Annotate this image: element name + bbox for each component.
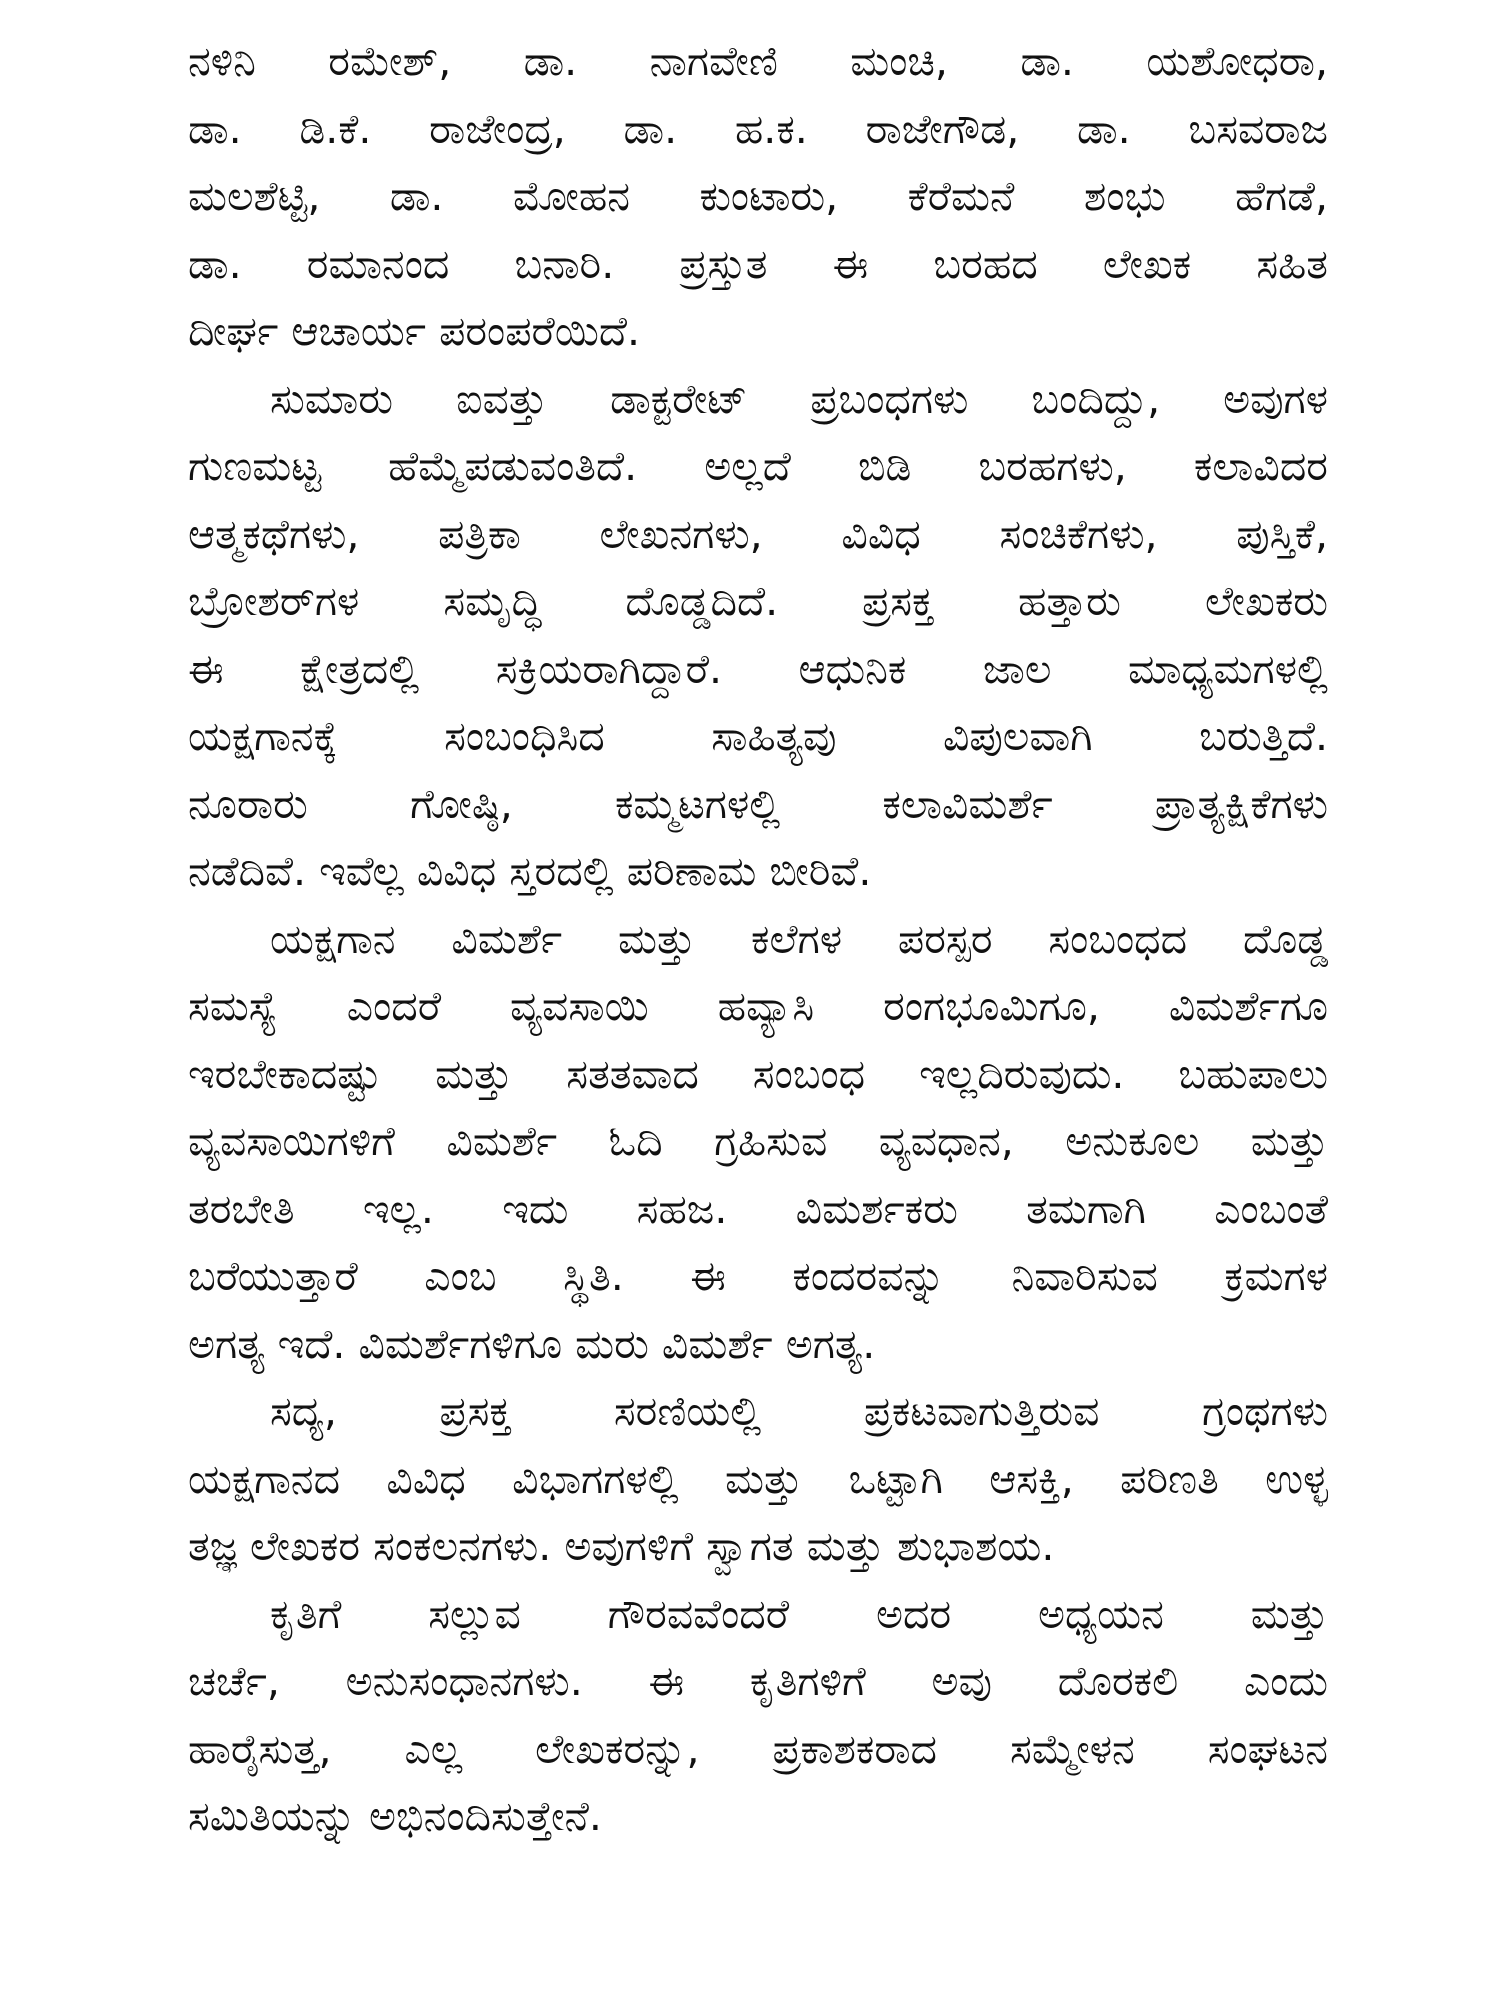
text-line: ಸಮಸ್ಯೆ ಎಂದರೆ ವ್ಯವಸಾಯಿ ಹವ್ಯಾಸಿ ರಂಗಭೂಮಿಗೂ, ವಿಮರ್ಶೆಗೂ [188, 982, 1328, 1030]
paragraph-start-line: ಸುಮಾರು ಐವತ್ತು ಡಾಕ್ಟರೇಟ್ ಪ್ರಬಂಧಗಳು ಬಂದಿದ್ದು, ಅವುಗಳ [270, 374, 1328, 423]
text-line: ವ್ಯವಸಾಯಿಗಳಿಗೆ ವಿಮರ್ಶೆ ಓದಿ ಗ್ರಹಿಸುವ ವ್ಯವಧಾನ, ಅನುಕೂಲ ಮತ್ತು [188, 1117, 1328, 1165]
text-line: ಬ್ರೋಶರ್‌ಗಳ ಸಮೃದ್ಧಿ ದೊಡ್ಡದಿದೆ. ಪ್ರಸಕ್ತ ಹತ್ತಾರು ಲೇಖಕರು [188, 577, 1328, 625]
text-line: ಯಕ್ಷಗಾನದ ವಿವಿಧ ವಿಭಾಗಗಳಲ್ಲಿ ಮತ್ತು ಒಟ್ಟಾಗಿ ಆಸಕ್ತಿ, ಪರಿಣತಿ ಉಳ್ಳ [188, 1454, 1328, 1503]
text-line: ಬರೆಯುತ್ತಾರೆ ಎಂಬ ಸ್ಥಿತಿ. ಈ ಕಂದರವನ್ನು ನಿವಾರಿಸುವ ಕ್ರಮಗಳ [188, 1252, 1328, 1300]
text-line: ಡಾ. ಡಿ.ಕೆ. ರಾಜೇಂದ್ರ, ಡಾ. ಹ.ಕ. ರಾಜೇಗೌಡ, ಡಾ. ಬಸವರಾಜ [188, 104, 1328, 153]
text-line: ಸಮಿತಿಯನ್ನು ಅಭಿನಂದಿಸುತ್ತೇನೆ. [188, 1792, 602, 1840]
paragraph-start-line: ಯಕ್ಷಗಾನ ವಿಮರ್ಶೆ ಮತ್ತು ಕಲೆಗಳ ಪರಸ್ಪರ ಸಂಬಂಧದ ದೊಡ್ಡ [270, 914, 1328, 963]
text-line: ಗುಣಮಟ್ಟ ಹೆಮ್ಮೆಪಡುವಂತಿದೆ. ಅಲ್ಲದೆ ಬಿಡಿ ಬರಹಗಳು, ಕಲಾವಿದರ [188, 442, 1328, 490]
text-line: ಡಾ. ರಮಾನಂದ ಬನಾರಿ. ಪ್ರಸ್ತುತ ಈ ಬರಹದ ಲೇಖಕ ಸಹಿತ [188, 239, 1328, 288]
text-line: ಇರಬೇಕಾದಷ್ಟು ಮತ್ತು ಸತತವಾದ ಸಂಬಂಧ ಇಲ್ಲದಿರುವುದು. ಬಹುಪಾಲು [188, 1049, 1328, 1098]
text-line: ತರಬೇತಿ ಇಲ್ಲ. ಇದು ಸಹಜ. ವಿಮರ್ಶಕರು ತಮಗಾಗಿ ಎಂಬಂತೆ [188, 1184, 1328, 1233]
text-line: ನಡೆದಿವೆ. ಇವೆಲ್ಲ ವಿವಿಧ ಸ್ತರದಲ್ಲಿ ಪರಿಣಾಮ ಬೀರಿವೆ. [188, 847, 872, 895]
text-line: ಈ ಕ್ಷೇತ್ರದಲ್ಲಿ ಸಕ್ರಿಯರಾಗಿದ್ದಾರೆ. ಆಧುನಿಕ ಜಾಲ ಮಾಧ್ಯಮಗಳಲ್ಲಿ [188, 644, 1328, 693]
text-line: ಯಕ್ಷಗಾನಕ್ಕೆ ಸಂಬಂಧಿಸಿದ ಸಾಹಿತ್ಯವು ವಿಪುಲವಾಗಿ ಬರುತ್ತಿದೆ. [188, 712, 1328, 760]
text-line: ತಜ್ಞ ಲೇಖಕರ ಸಂಕಲನಗಳು. ಅವುಗಳಿಗೆ ಸ್ವಾಗತ ಮತ್ತು ಶುಭಾಶಯ. [188, 1522, 1055, 1570]
body-text [188, 28, 1328, 1851]
text-line: ನಳಿನಿ ರಮೇಶ್, ಡಾ. ನಾಗವೇಣಿ ಮಂಚಿ, ಡಾ. ಯಶೋಧರಾ, [188, 37, 1328, 85]
paragraph-start-line: ಸದ್ಯ, ಪ್ರಸಕ್ತ ಸರಣಿಯಲ್ಲಿ ಪ್ರಕಟವಾಗುತ್ತಿರುವ ಗ್ರಂಥಗಳು [270, 1387, 1328, 1435]
text-line: ನೂರಾರು ಗೋಷ್ಠಿ, ಕಮ್ಮಟಗಳಲ್ಲಿ ಕಲಾವಿಮರ್ಶೆ ಪ್ರಾತ್ಯಕ್ಷಿಕೆಗಳು [188, 779, 1328, 828]
text-line: ದೀರ್ಘ ಆಚಾರ್ಯ ಪರಂಪರೆಯಿದೆ. [188, 307, 641, 355]
text-line: ಅಗತ್ಯ ಇದೆ. ವಿಮರ್ಶೆಗಳಿಗೂ ಮರು ವಿಮರ್ಶೆ ಅಗತ್ಯ. [188, 1319, 876, 1368]
text-line: ಚರ್ಚೆ, ಅನುಸಂಧಾನಗಳು. ಈ ಕೃತಿಗಳಿಗೆ ಅವು ದೊರಕಲಿ ಎಂದು [188, 1657, 1328, 1705]
text-line: ಹಾರೈಸುತ್ತ, ಎಲ್ಲ ಲೇಖಕರನ್ನು, ಪ್ರಕಾಶಕರಾದ ಸಮ್ಮೇಳನ ಸಂಘಟನ [188, 1724, 1328, 1773]
text-line: ಮಲಶೆಟ್ಟಿ, ಡಾ. ಮೋಹನ ಕುಂಟಾರು, ಕೆರೆಮನೆ ಶಂಭು ಹೆಗಡೆ, [188, 172, 1328, 220]
text-line: ಆತ್ಮಕಥೆಗಳು, ಪತ್ರಿಕಾ ಲೇಖನಗಳು, ವಿವಿಧ ಸಂಚಿಕೆಗಳು, ಪುಸ್ತಿಕೆ, [188, 509, 1328, 558]
paragraph-start-line: ಕೃತಿಗೆ ಸಲ್ಲುವ ಗೌರವವೆಂದರೆ ಅದರ ಅಧ್ಯಯನ ಮತ್ತು [270, 1589, 1328, 1638]
